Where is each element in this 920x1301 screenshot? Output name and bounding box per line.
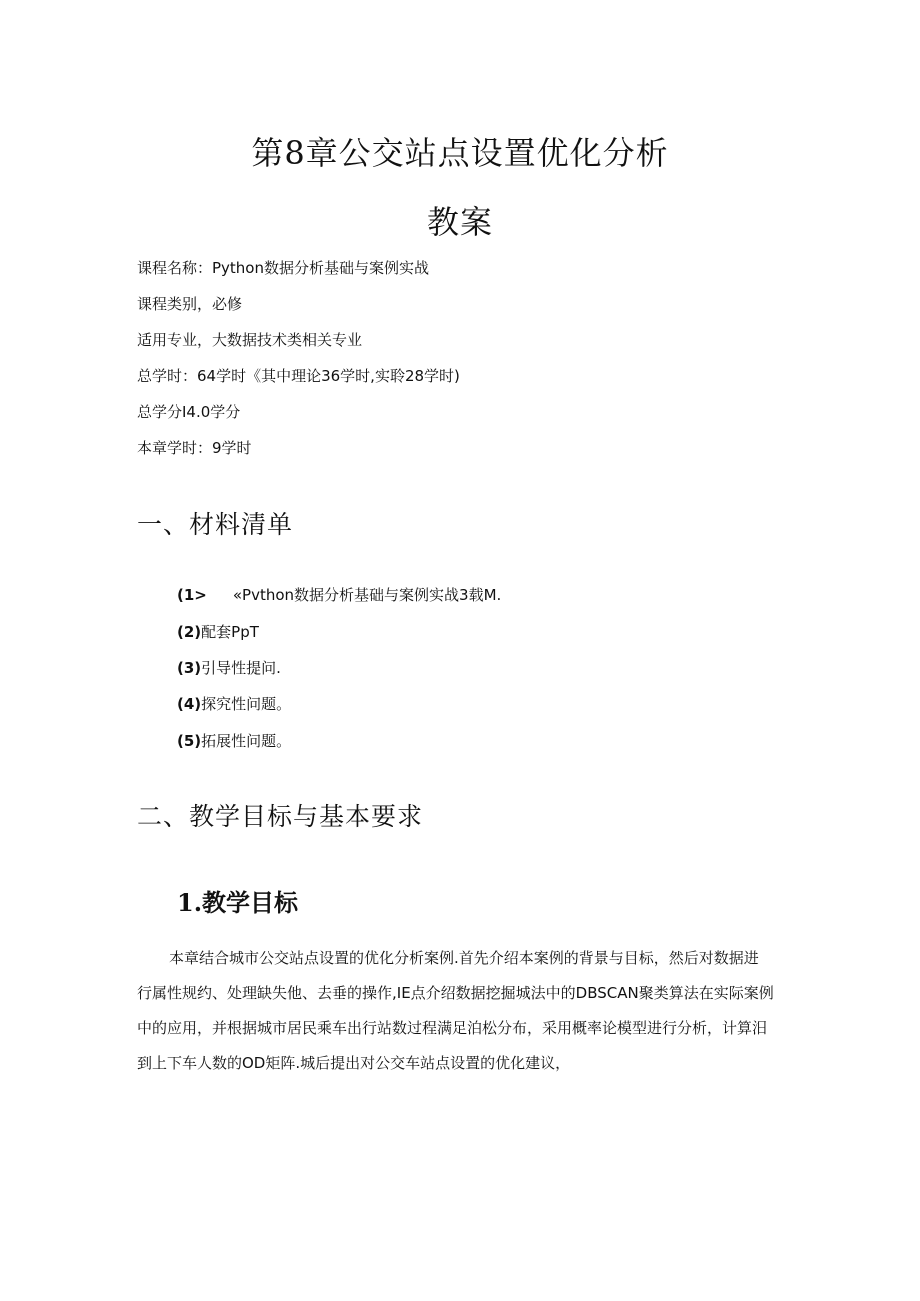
list-item (177, 694, 291, 714)
paragraph-line: 行属性规约、处理缺失他、去垂的操作,IE点介绍数据挖掘城法中的DBSCAN聚类算法在实际案例 (137, 984, 774, 1002)
list-item-number: (5) (177, 732, 202, 750)
total-credits: 总学分I4.0学分 (137, 403, 241, 421)
document-subtitle: 教案 (426, 203, 493, 241)
total-hours: 总学时：64学时《其中理论36学时,实聆28学时) (137, 367, 460, 385)
list-item-text: 配套PpT (201, 623, 259, 641)
course-name: 课程名称：Python数据分析基础与案例实战 (137, 259, 429, 277)
course-category: 课程类别，必修 (137, 295, 243, 313)
paragraph-line: 中的应用，并根据城市居民乘车出行站数过程满足泊松分布，采用概率论模型进行分析，计算汨 (137, 1019, 768, 1037)
list-item (177, 658, 281, 678)
chapter-hours: 本章学时：9学时 (137, 439, 252, 457)
list-item-text: 探究性问题。 (201, 695, 292, 713)
section-heading-objectives: 二、教学目标与基本要求 (137, 802, 424, 831)
sub-heading-teaching-goals (177, 883, 298, 918)
list-item-text: 引导性提问. (201, 659, 281, 677)
list-item-number: (2) (177, 623, 202, 641)
paragraph-line: 本章结合城市公交站点设置的优化分析案例.首先介绍本案例的背景与目标，然后对数据进 (169, 949, 759, 967)
sub-heading-text: .教学目标 (193, 888, 299, 917)
applicable-major: 适用专业，大数据技术类相关专业 (137, 331, 363, 349)
section-heading-materials: 一、材料清单 (137, 510, 294, 539)
document-title: 第8章公交站点设置优化分析 (251, 134, 669, 172)
list-item-number: (1> (177, 586, 207, 604)
paragraph-line: 到上下车人数的OD矩阵.城后提出对公交车站点设置的优化建议， (137, 1054, 571, 1072)
list-item (177, 731, 291, 751)
list-item-number: (3) (177, 659, 202, 677)
list-item (177, 585, 501, 605)
list-item-text: 拓展性问题。 (201, 732, 292, 750)
sub-heading-number: 1 (177, 888, 194, 917)
list-item-text: «Pvthon数据分析基础与案例实战3载M. (232, 586, 502, 604)
list-item (177, 622, 259, 642)
list-item-number: (4) (177, 695, 202, 713)
